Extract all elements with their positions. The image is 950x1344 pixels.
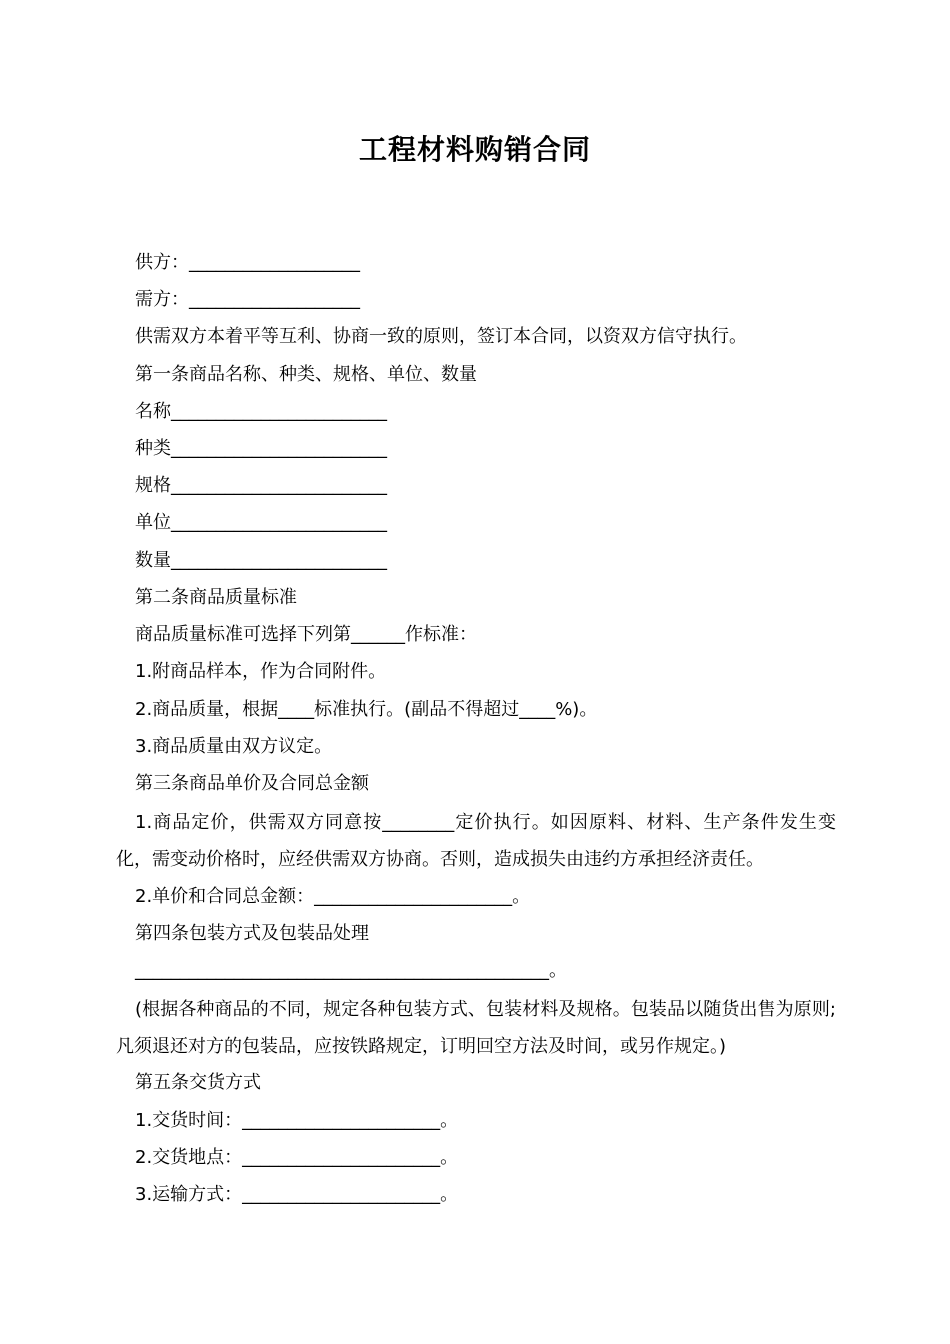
buyer-line: 需方：___________________: [135, 289, 360, 310]
article-4-title: 第四条包装方式及包装品处理: [135, 923, 369, 944]
article-3-item-2: 2.单价和合同总金额：______________________。: [135, 886, 531, 907]
article-2-item-1: 1.附商品样本，作为合同附件。: [135, 661, 387, 682]
article-4-note: (根据各种商品的不同，规定各种包装方式、包装材料及规格。包装品以随货出售为原则;凡须退还对方的包装品，应按铁路规定，订明回空方法及时间，或另作规定。): [116, 999, 836, 1057]
article-1-title: 第一条商品名称、种类、规格、单位、数量: [135, 364, 477, 385]
supplier-line: 供方：___________________: [135, 252, 360, 273]
unit-field-line: 单位________________________: [135, 512, 387, 533]
article-3-item-1: 1.商品定价，供需双方同意按________定价执行。如因原料、材料、生产条件发生变化，需变动价格时，应经供需双方协商。否则，造成损失由违约方承担经济责任。: [116, 812, 836, 870]
article-3-title: 第三条商品单价及合同总金额: [135, 773, 369, 794]
article-2-item-3: 3.商品质量由双方议定。: [135, 736, 333, 757]
article-2-item-2: 2.商品质量，根据____标准执行。(副品不得超过____%)。: [135, 699, 598, 720]
article-2-title: 第二条商品质量标准: [135, 587, 297, 608]
spec-field-line: 规格________________________: [135, 475, 387, 496]
name-field-line: 名称________________________: [135, 401, 387, 422]
article-5-item-1: 1.交货时间：______________________。: [135, 1110, 459, 1131]
article-4-blank-line: ______________________________________________。: [135, 960, 567, 981]
article-5-title: 第五条交货方式: [135, 1072, 261, 1093]
document-title: 工程材料购销合同: [358, 133, 591, 166]
article-5-item-2: 2.交货地点：______________________。: [135, 1147, 459, 1168]
article-2-choose: 商品质量标准可选择下列第______作标准：: [135, 624, 477, 645]
intro-paragraph: 供需双方本着平等互利、协商一致的原则，签订本合同，以资双方信守执行。: [135, 326, 747, 347]
quantity-field-line: 数量________________________: [135, 550, 387, 571]
article-5-item-3: 3.运输方式：______________________。: [135, 1184, 459, 1205]
kind-field-line: 种类________________________: [135, 438, 387, 459]
